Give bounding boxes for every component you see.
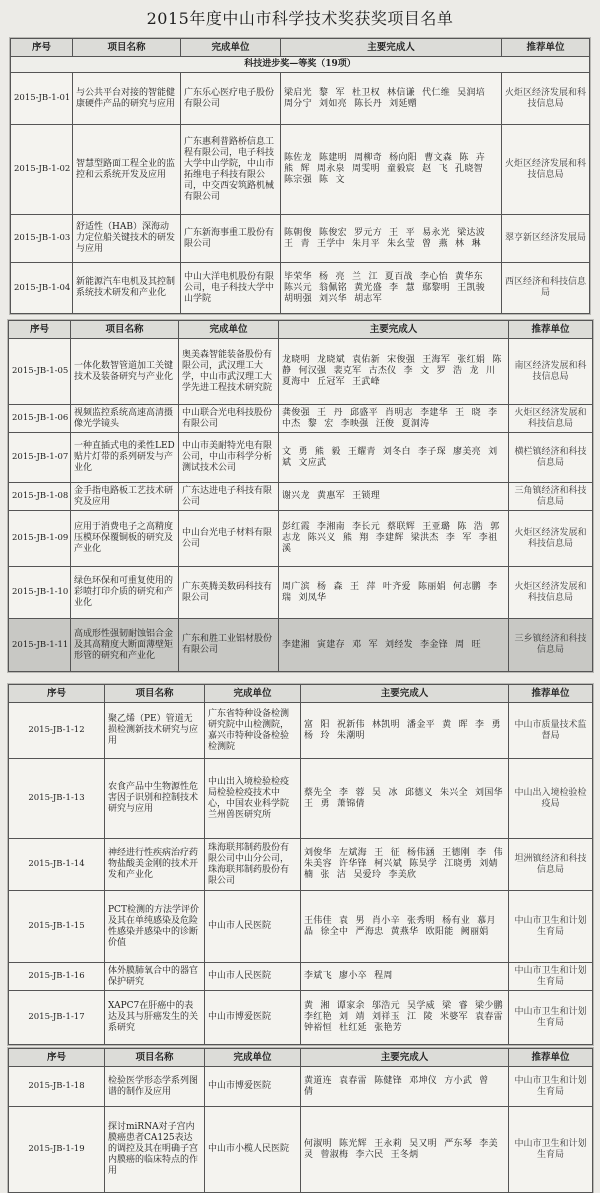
row-rec: 三角镇经济和科技信息局 (509, 483, 593, 511)
document-sheet-2 (8, 320, 593, 672)
row-rec: 中山市卫生和计划生育局 (509, 1107, 593, 1193)
row-name: 一种直插式电的柔性LED贴片灯带的系列研发与产业化 (71, 433, 179, 483)
row-rec: 中山市卫生和计划生育局 (509, 963, 593, 991)
row-org: 广东惠利普路桥信息工程有限公司，电子科技大学中山学院，中山市拓维电子科技有限公司，中交西安筑路机械有限公司 (181, 125, 281, 215)
row-no: 2015-JB-1-08 (9, 483, 71, 511)
row-no: 2015-JB-1-03 (11, 215, 73, 263)
row-people: 富 阳 祝新伟 林凯明 潘金平 黄 晖 李 勇 杨 玲 朱潮明 (301, 703, 509, 759)
col-header-name: 项目名称 (73, 39, 181, 57)
awards-table (10, 38, 590, 314)
row-people: 黄 湘 谭家余 邬浩元 吴学威 梁 睿 梁少鹏 李红艳 刘 靖 刘祥玉 江 陵 米婆军 袁春雷 钟裕恒 杜红延 张艳芳 (301, 991, 509, 1045)
awards-table (8, 1048, 593, 1193)
row-no: 2015-JB-1-11 (9, 619, 71, 672)
col-header-name: 项目名称 (105, 685, 205, 703)
col-header-people: 主要完成人 (301, 685, 509, 703)
row-rec: 中山市卫生和计划生育局 (509, 891, 593, 963)
row-rec: 中山市卫生和计划生育局 (509, 1067, 593, 1107)
row-people: 彭红霞 李湘南 李长元 蔡联辉 王亚璐 陈 浩 郭志龙 陈兴义 熊 翔 李建辉 梁洪杰 李 军 李祖溪 (279, 511, 509, 567)
row-org: 广东乐心医疗电子股份有限公司 (181, 73, 281, 125)
col-header-org: 完成单位 (205, 685, 301, 703)
header-row (9, 321, 593, 339)
row-name: 舒适性（HAB）深海动力定位船关键技术的研发与应用 (73, 215, 181, 263)
row-no: 2015-JB-1-02 (11, 125, 73, 215)
table-row (9, 511, 593, 567)
col-header-name: 项目名称 (105, 1049, 205, 1067)
row-rec: 火炬区经济发展和科技信息局 (502, 125, 590, 215)
row-rec: 火炬区经济发展和科技信息局 (509, 511, 593, 567)
row-no: 2015-JB-1-12 (9, 703, 105, 759)
col-header-people: 主要完成人 (279, 321, 509, 339)
row-org: 奥美森智能装备股份有限公司，武汉理工大学，中山市武汉理工大学先进工程技术研究院 (179, 339, 279, 405)
row-org: 广东英腾美数码科技有限公司 (179, 567, 279, 619)
table-row (9, 703, 593, 759)
header-row (11, 39, 590, 57)
row-no: 2015-JB-1-15 (9, 891, 105, 963)
row-rec: 火炬区经济发展和科技信息局 (509, 567, 593, 619)
row-name: 应用于消费电子之高精度压模环保覆铜板的研究及产业化 (71, 511, 179, 567)
col-header-rec: 推荐单位 (509, 1049, 593, 1067)
table-row (9, 839, 593, 891)
table-row (9, 991, 593, 1045)
row-no: 2015-JB-1-19 (9, 1107, 105, 1193)
table-row (9, 619, 593, 672)
row-org: 中山大洋电机股份有限公司，电子科技大学中山学院 (181, 263, 281, 314)
row-rec: 火炬区经济发展和科技信息局 (509, 405, 593, 433)
row-no: 2015-JB-1-17 (9, 991, 105, 1045)
row-rec: 火炬区经济发展和科技信息局 (502, 73, 590, 125)
header-row (9, 685, 593, 703)
row-org: 中山市人民医院 (205, 891, 301, 963)
document-sheet-4 (8, 1048, 593, 1193)
table-row (11, 263, 590, 314)
table-row (11, 73, 590, 125)
row-no: 2015-JB-1-10 (9, 567, 71, 619)
table-row (9, 963, 593, 991)
col-header-org: 完成单位 (181, 39, 281, 57)
row-people: 梁启光 黎 军 杜卫权 林信谦 代仁维 吴润培 周分宁 刘如亮 陈长丹 刘延赠 (281, 73, 502, 125)
row-people: 陈朝俊 陈俊宏 罗元方 王 平 易永光 梁达波 王 青 王学中 朱月平 朱幺莹 曾 燕 林 琳 (281, 215, 502, 263)
row-org: 中山联合光电科技股份有限公司 (179, 405, 279, 433)
row-no: 2015-JB-1-14 (9, 839, 105, 891)
table-row (9, 1107, 593, 1193)
awards-table (8, 320, 593, 672)
row-org: 广东达进电子科技有限公司 (179, 483, 279, 511)
row-name: 新能源汽车电机及其控制系统技术研发和产业化 (73, 263, 181, 314)
row-name: 神经进行性疾病治疗药物盐酸美金刚的技术开发和产业化 (105, 839, 205, 891)
awards-table (8, 684, 593, 1045)
row-name: 聚乙烯（PE）管道无损检测新技术研究与应用 (105, 703, 205, 759)
row-people: 文 勇 熊 毅 王耀青 刘冬白 李子琛 廖美亮 刘 斌 文应武 (279, 433, 509, 483)
row-people: 龙晓明 龙晓斌 袁佑新 宋俊强 王海军 张红娟 陈 静 何汉强 裴克军 古杰仪 李 文 罗 浩 龙 川 夏海中 丘冠军 王武峰 (279, 339, 509, 405)
row-people: 陈佐龙 陈建明 周柳奇 杨向阳 曹文森 陈 卉 熊 辉 周永泉 周雯明 童毅宸 赵 飞 孔晓智 陈宗强 陈 文 (281, 125, 502, 215)
table-row (9, 405, 593, 433)
col-header-no: 序号 (9, 1049, 105, 1067)
row-org: 中山台光电子材料有限公司 (179, 511, 279, 567)
row-no: 2015-JB-1-13 (9, 759, 105, 839)
row-rec: 翠亨新区经济发展局 (502, 215, 590, 263)
row-name: 体外膜肺氧合中的器官保护研究 (105, 963, 205, 991)
row-rec: 坦洲镇经济和科技信息局 (509, 839, 593, 891)
row-name: 一体化数智管道加工关键技术及装备研究与产业化 (71, 339, 179, 405)
row-no: 2015-JB-1-09 (9, 511, 71, 567)
row-people: 何淑明 陈光辉 王永莉 吴又明 严东琴 李美灵 曾淑梅 李六民 王冬炳 (301, 1107, 509, 1193)
row-rec: 西区经济和科技信息局 (502, 263, 590, 314)
row-name: 视频监控系统高速高清摄像光学镜头 (71, 405, 179, 433)
row-people: 刘俊华 左斌海 王 征 杨伟涵 王德刚 李 伟 朱美容 许华锋 柯兴斌 陈昊学 江晓勇 刘婧楠 张 洁 吴爱玲 李美欣 (301, 839, 509, 891)
row-no: 2015-JB-1-18 (9, 1067, 105, 1107)
row-org: 中山出入境检验检疫局检验检疫技术中心，中国农业科学院兰州兽医研究所 (205, 759, 301, 839)
row-people: 李建湘 寅建存 邓 军 刘经发 李金锋 周 旺 (279, 619, 509, 672)
section-title: 科技进步奖—等奖（19项） (11, 57, 590, 73)
table-row (9, 339, 593, 405)
row-rec: 三乡镇经济和科技信息局 (509, 619, 593, 672)
col-header-rec: 推荐单位 (509, 685, 593, 703)
section-row (11, 57, 590, 73)
table-row (11, 125, 590, 215)
row-org: 中山市美耐特光电有限公司，中山市科学分析测试技术公司 (179, 433, 279, 483)
col-header-name: 项目名称 (71, 321, 179, 339)
table-row (9, 891, 593, 963)
row-people: 王伟佳 袁 男 肖小辛 张秀明 杨有业 慕月晶 徐全中 严海忠 黄燕华 欧阳能 阙丽娟 (301, 891, 509, 963)
col-header-org: 完成单位 (205, 1049, 301, 1067)
row-no: 2015-JB-1-05 (9, 339, 71, 405)
col-header-no: 序号 (9, 321, 71, 339)
document-sheet-1 (10, 38, 590, 314)
row-name: 智慧型路面工程全业的监控和云系统开发及应用 (73, 125, 181, 215)
row-org: 广东新海事重工股份有限公司 (181, 215, 281, 263)
header-row (9, 1049, 593, 1067)
row-people: 黄道连 袁春雷 陈健锋 邓坤仪 方小武 曾 倩 (301, 1067, 509, 1107)
row-rec: 中山出入境检验检疫局 (509, 759, 593, 839)
row-name: 金手指电路板工艺技术研究及应用 (71, 483, 179, 511)
row-org: 中山市博爱医院 (205, 991, 301, 1045)
table-row (9, 483, 593, 511)
col-header-org: 完成单位 (179, 321, 279, 339)
table-row (9, 567, 593, 619)
document-sheet-3 (8, 684, 593, 1045)
row-people: 龚俊强 王 丹 邱盛平 肖明志 李建华 王 晓 李中杰 黎 宏 李映强 汪俊 夏洞涛 (279, 405, 509, 433)
table-row (9, 759, 593, 839)
row-name: XAPC7在肝癌中的表达及其与肝癌发生的关系研究 (105, 991, 205, 1045)
row-org: 中山市博爱医院 (205, 1067, 301, 1107)
row-people: 周广滨 杨 森 王 萍 叶齐爱 陈丽娟 何志鹏 李 瑞 刘凤华 (279, 567, 509, 619)
row-no: 2015-JB-1-06 (9, 405, 71, 433)
row-name: 探讨miRNA对子宫内膜癌患者CA125表达的调控及其在明确子宫内膜癌的临床特点的作用 (105, 1107, 205, 1193)
row-org: 广东省特种设备检测研究院中山检测院，嘉兴市特种设备检验检测院 (205, 703, 301, 759)
row-org: 广东和胜工业铝材股份有限公司 (179, 619, 279, 672)
col-header-people: 主要完成人 (281, 39, 502, 57)
table-row (11, 215, 590, 263)
row-no: 2015-JB-1-07 (9, 433, 71, 483)
row-org: 珠海联邦制药股份有限公司中山分公司，珠海联邦制药股份有限公司 (205, 839, 301, 891)
row-name: 农食产品中生物源性危害因子识别和控制技术研究与应用 (105, 759, 205, 839)
row-rec: 中山市卫生和计划生育局 (509, 991, 593, 1045)
table-row (9, 433, 593, 483)
row-no: 2015-JB-1-16 (9, 963, 105, 991)
col-header-no: 序号 (11, 39, 73, 57)
col-header-rec: 推荐单位 (509, 321, 593, 339)
row-name: 高成形性强韧耐蚀铝合金及其高精度大断面薄壁矩形管的研究和产业化 (71, 619, 179, 672)
row-people: 毕荣华 杨 亮 兰 江 夏百战 李心怡 黄华东 陈兴元 翁佩铭 黄光盛 李 慧 鄢黎明 王凯骏 胡明强 刘兴华 胡志军 (281, 263, 502, 314)
row-rec: 中山市质量技术监督局 (509, 703, 593, 759)
row-name: 检验医学形态学系列图谱的制作及应用 (105, 1067, 205, 1107)
row-people: 蔡先全 李 蓉 吴 冰 邱德义 朱兴全 刘国华 王 勇 萧锦倩 (301, 759, 509, 839)
row-no: 2015-JB-1-04 (11, 263, 73, 314)
col-header-rec: 推荐单位 (502, 39, 590, 57)
row-name: 绿色环保和可重复使用的彩喷打印介质的研究和产业化 (71, 567, 179, 619)
table-row (9, 1067, 593, 1107)
row-people: 谢兴龙 黄惠军 王锁理 (279, 483, 509, 511)
col-header-no: 序号 (9, 685, 105, 703)
row-name: PCT检测的方法学评价及其在单纯感染及危险性感染并感染中的诊断价值 (105, 891, 205, 963)
row-org: 中山市小榄人民医院 (205, 1107, 301, 1193)
page-title: 2015年度中山市科学技术奖获奖项目名单 (146, 9, 454, 28)
row-name: 与公共平台对接的智能健康硬件产品的研究与应用 (73, 73, 181, 125)
col-header-people: 主要完成人 (301, 1049, 509, 1067)
row-org: 中山市人民医院 (205, 963, 301, 991)
row-rec: 南区经济发展和科技信息局 (509, 339, 593, 405)
row-people: 李斌飞 廖小卒 程周 (301, 963, 509, 991)
row-no: 2015-JB-1-01 (11, 73, 73, 125)
row-rec: 横栏镇经济和科技信息局 (509, 433, 593, 483)
